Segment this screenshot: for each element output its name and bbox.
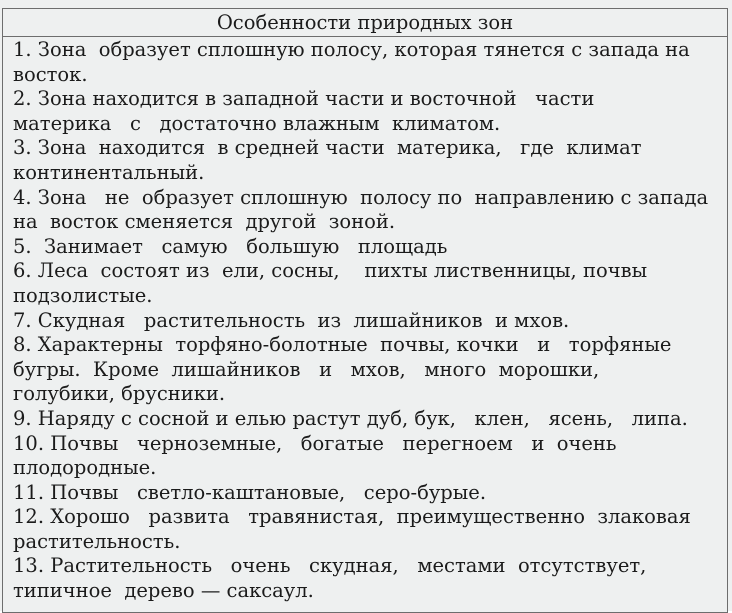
list-item	[13, 309, 727, 334]
list-item	[13, 481, 727, 506]
table-body	[3, 37, 727, 612]
item-line: 9. Наряду с сосной и елью растут дуб, бук, клен, ясень, липа.	[13, 406, 688, 430]
list-item	[13, 87, 727, 136]
item-line: 11. Почвы светло-каштановые, серо-бурые.	[13, 480, 487, 504]
item-line: 12. Хорошо развита травянистая, преимущественно злаковая	[13, 505, 691, 529]
item-line: 5. Занимает самую большую площадь	[13, 234, 448, 258]
item-line: голубики, брусники.	[13, 382, 226, 406]
item-line: подзолистые.	[13, 283, 153, 307]
item-line: 8. Характерны торфяно-болотные почвы, кочки и торфяные	[13, 333, 672, 357]
table-title: Особенности природных зон	[3, 9, 727, 37]
item-line: на восток сменяется другой зоной.	[13, 210, 396, 234]
item-line: типичное дерево — саксаул.	[13, 579, 314, 603]
item-line: материка с достаточно влажным климатом.	[13, 111, 501, 135]
list-item	[13, 186, 727, 235]
list-item	[13, 505, 727, 554]
list-item	[13, 235, 727, 260]
item-line: 10. Почвы черноземные, богатые перегноем и очень	[13, 431, 617, 455]
item-line: 1. Зона образует сплошную полосу, которая тянется с запада на	[13, 38, 690, 61]
list-item	[13, 333, 727, 407]
item-line: бугры. Кроме лишайников и мхов, много морошки,	[13, 357, 600, 381]
list-item	[13, 554, 727, 603]
item-line: 13. Растительность очень скудная, местами отсутствует,	[13, 554, 647, 578]
list-item	[13, 407, 727, 432]
list-item	[13, 38, 727, 87]
item-line: растительность.	[13, 529, 181, 553]
item-line: 2. Зона находится в западной части и восточной части	[13, 87, 595, 111]
item-line: 7. Скудная растительность из лишайников и мхов.	[13, 308, 570, 332]
item-line: 4. Зона не образует сплошную полосу по направлению с запада	[13, 185, 709, 209]
list-item	[13, 259, 727, 308]
item-line: плодородные.	[13, 456, 157, 480]
features-table	[2, 8, 728, 613]
item-line: континентальный.	[13, 160, 205, 184]
list-item	[13, 136, 727, 185]
item-line: 6. Леса состоят из ели, сосны, пихты лиственницы, почвы	[13, 259, 648, 283]
item-line: 3. Зона находится в средней части материка, где климат	[13, 136, 642, 160]
item-line: восток.	[13, 62, 88, 86]
list-item	[13, 432, 727, 481]
